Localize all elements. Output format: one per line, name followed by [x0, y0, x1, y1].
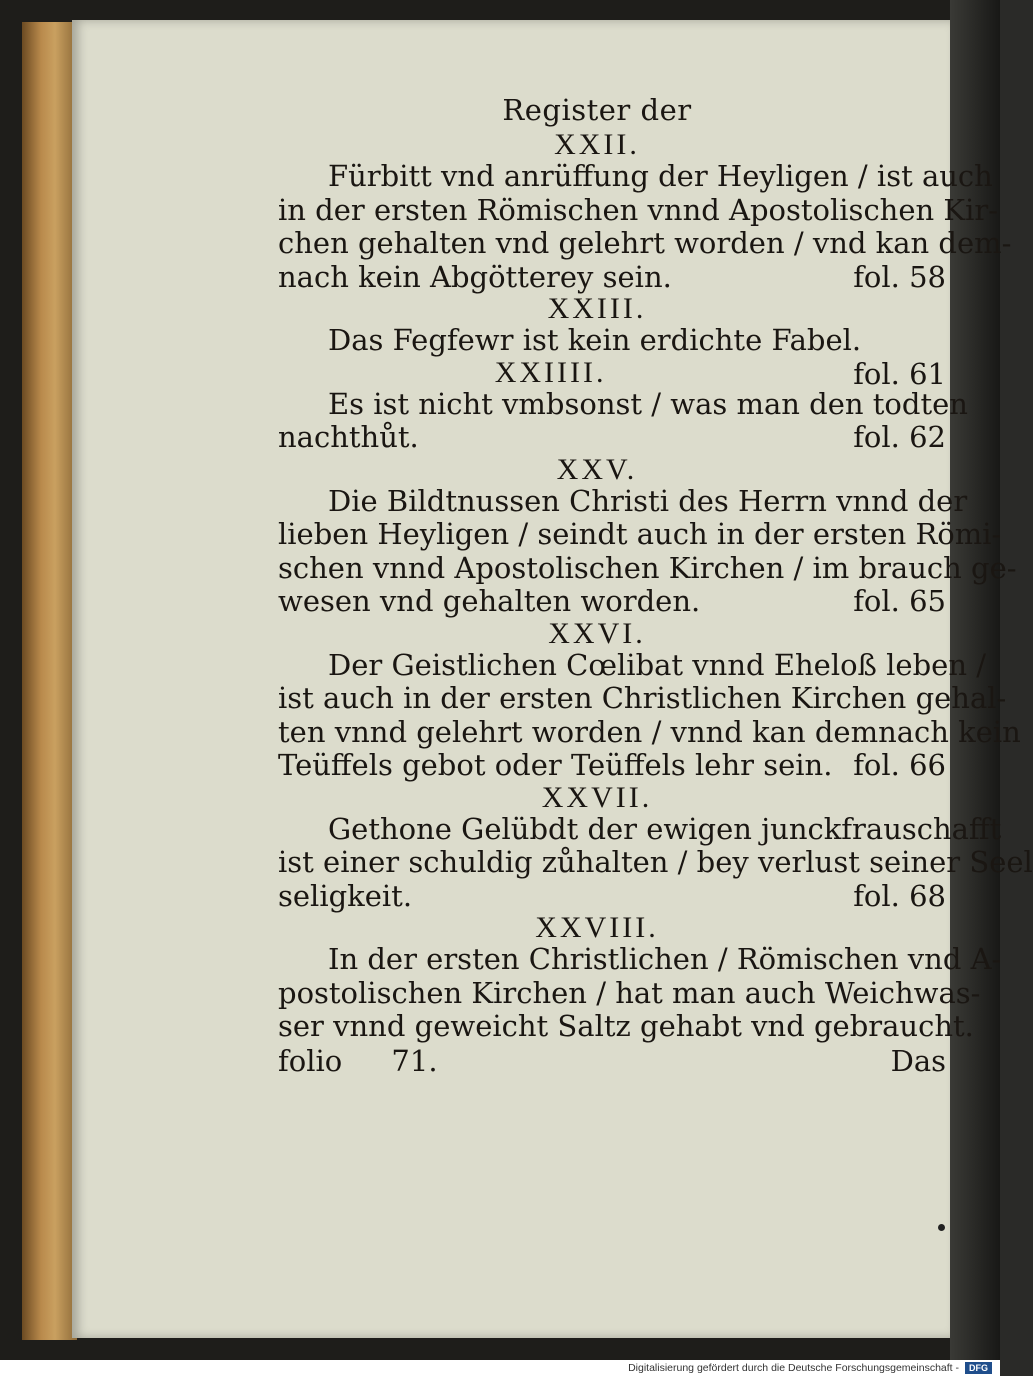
entry-text: Die Bildtnussen Christi des Herrn vnnd der: [328, 483, 968, 518]
catchword-folio: folio: [278, 1043, 343, 1078]
entry-line: [278, 811, 1002, 847]
section-number: XXVII.: [541, 780, 653, 814]
section-number: XXVI.: [548, 616, 646, 650]
section-number: XXIIII.: [494, 355, 607, 389]
entry-text: nachthůt.: [278, 420, 419, 454]
folio-reference: fol. 62: [853, 420, 946, 454]
entry-line: [278, 1009, 974, 1044]
entry-text: Gethone Gelübdt der ewigen junckfrauschafft: [328, 811, 1002, 846]
book-fore-edge: [22, 22, 77, 1340]
entry-line: [278, 942, 1002, 977]
register-entries: [278, 128, 1033, 1044]
entry-line: [278, 261, 946, 295]
section-number: XXV.: [556, 452, 638, 486]
entry-text: Der Geistlichen Cœlibat vnnd Eheloß leben /: [328, 647, 986, 682]
register-entry: [278, 811, 1033, 914]
entry-line: [278, 647, 986, 683]
ink-dot: [938, 1224, 945, 1231]
footer-bar: [0, 1360, 1000, 1376]
folio-reference: fol. 65: [853, 584, 946, 618]
entry-line: [278, 386, 968, 422]
entry-text: ser vnnd geweicht Saltz gehabt vnd gebraucht.: [278, 1009, 974, 1043]
register-entry: [278, 647, 1021, 783]
entry-line: [278, 192, 999, 228]
entry-line: [278, 880, 946, 914]
section-number: XXIII.: [547, 292, 647, 325]
running-header: Register der: [502, 93, 692, 127]
entry-text: in der ersten Römischen vnnd Apostolischen Kir-: [278, 192, 999, 227]
entry-line: [278, 483, 968, 519]
entry-line: [278, 226, 1012, 261]
entry-text: schen vnnd Apostolischen Kirchen / im brauch ge-: [278, 550, 1017, 585]
entry-text: Fürbitt vnd anrüffung der Heyligen / ist auch: [328, 159, 993, 193]
register-entry: [278, 942, 1002, 1044]
catchword: Das: [890, 1043, 946, 1078]
register-entry: [278, 159, 1012, 294]
catchword-folio-number: 71.: [391, 1043, 438, 1078]
entry-line: [278, 975, 981, 1011]
entry-text: seligkeit.: [278, 878, 413, 913]
entry-text: nach kein Abgötterey sein.: [278, 259, 672, 294]
folio-reference: fol. 61: [853, 356, 946, 391]
register-entry: [278, 483, 1017, 619]
entry-text: ist einer schuldig zůhalten / bey verlust seiner Seel: [278, 845, 1033, 879]
footer-text: Digitalisierung gefördert durch die Deutsche Forschungsgemeinschaft -: [628, 1362, 959, 1374]
entry-text: chen gehalten vnd gelehrt worden / vnd kan dem-: [278, 226, 1012, 260]
entry-line: [278, 550, 1017, 586]
entry-line: [278, 517, 1002, 552]
folio-reference: fol. 58: [853, 259, 946, 294]
section-number: XXII.: [554, 128, 640, 161]
folio-reference: fol. 66: [853, 748, 946, 782]
entry-line: [278, 681, 1007, 716]
entry-text: ist auch in der ersten Christlichen Kirchen gehal-: [278, 681, 1007, 715]
entry-text: Teüffels gebot oder Teüffels lehr sein.: [278, 748, 833, 782]
entry-line: [278, 845, 1033, 880]
entry-line: [278, 159, 993, 194]
entry-text: Das Fegfewr ist kein erdichte Fabel.: [328, 323, 862, 357]
entry-text: postolischen Kirchen / hat man auch Weichwas-: [278, 975, 981, 1010]
entry-line: [278, 585, 946, 619]
register-entry: [278, 386, 968, 455]
entry-text: lieben Heyligen / seindt auch in der ersten Römi-: [278, 517, 1002, 551]
entry-line: [278, 714, 1021, 750]
entry-text: Es ist nicht vmbsonst / was man den todten: [328, 386, 968, 421]
entry-line: [278, 421, 946, 455]
folio-reference: fol. 68: [853, 878, 946, 913]
entry-line: [278, 749, 946, 783]
dfg-logo: DFG: [965, 1362, 992, 1374]
entry-text: ten vnnd gelehrt worden / vnnd kan demnach kein: [278, 714, 1021, 749]
catchword-row: [278, 1044, 946, 1078]
page-text: [278, 90, 1033, 1078]
entry-text: wesen vnd gehalten worden.: [278, 584, 701, 618]
section-number: XXVIII.: [535, 911, 659, 944]
entry-text: In der ersten Christlichen / Römischen vnd A-: [328, 942, 1002, 976]
